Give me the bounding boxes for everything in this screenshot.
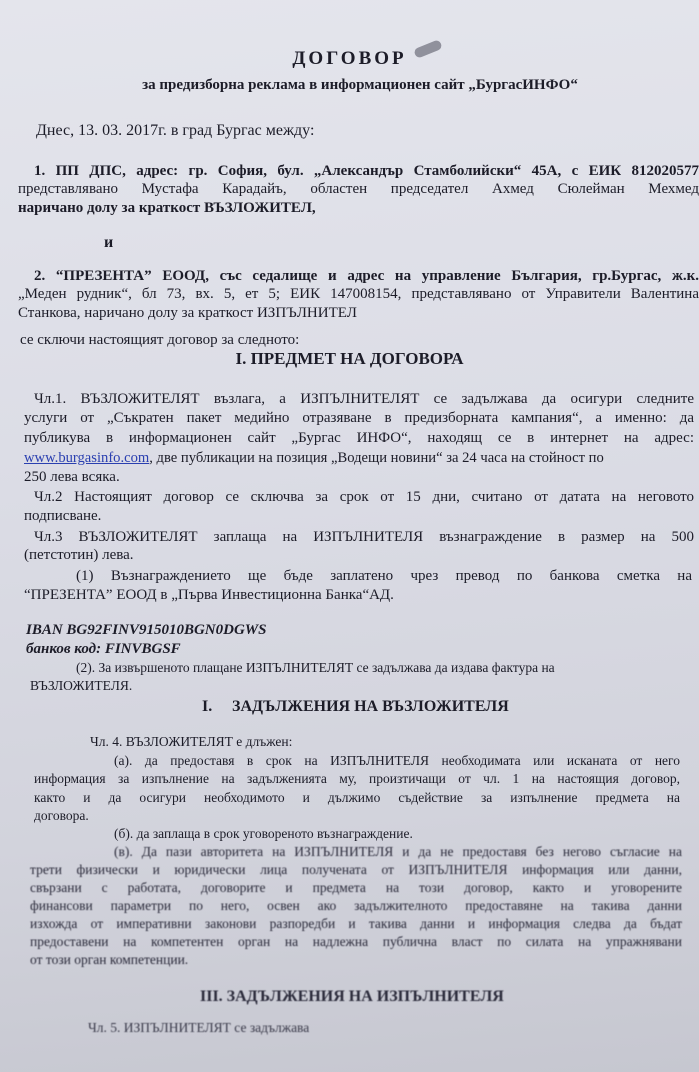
art4a-line2: информация за изпълнение на задълженията му, произтичащи от чл. 1 на настоящия договор,	[34, 771, 680, 786]
section-3-heading: III. ЗАДЪЛЖЕНИЯ НА ИЗПЪЛНИТЕЛЯ	[200, 988, 504, 1005]
party1-text: 1. ПП ДПС, адрес: гр. София, бул. „Александър Стамболийски“ 45А, с ЕИК 812020577	[34, 163, 699, 179]
art3-2-line2: ВЪЗЛОЖИТЕЛЯ.	[30, 678, 133, 693]
party1-line1	[34, 163, 699, 180]
document-subtitle: за предизборна реклама в информационен сайт „БургасИНФО“	[142, 77, 578, 93]
art3-1-line2: “ПРЕЗЕНТА” ЕООД в „Първа Инвестиционна Банка“АД.	[24, 587, 394, 603]
bank-code: банков код: FINVBGSF	[26, 641, 181, 657]
party1-line3: наричано долу за краткост ВЪЗЛОЖИТЕЛ,	[18, 200, 316, 216]
date-line: Днес, 13. 03. 2017г. в град Бургас между:	[36, 122, 315, 139]
iban: IBAN BG92FINV915010BGN0DGWS	[26, 622, 267, 638]
art3-line1: Чл.3 ВЪЗЛОЖИТЕЛЯТ заплаща на ИЗПЪЛНИТЕЛЯ възнаграждение в размер на 500	[34, 529, 694, 545]
art3-2-line1: (2). За извършеното плащане ИЗПЪЛНИТЕЛЯТ се задължава да издава фактура на	[76, 660, 555, 675]
art4b: (б). да заплаща в срок уговореното възнаграждение.	[114, 826, 413, 841]
art4-intro: Чл. 4. ВЪЗЛОЖИТЕЛЯТ е длъжен:	[90, 734, 293, 749]
art1-line3: публикува в информационен сайт „Бургас ИНФО“, находящ се в интернет на адрес:	[24, 430, 694, 446]
section-2-number: I.	[202, 698, 213, 715]
site-link[interactable]: www.burgasinfo.com	[24, 450, 150, 466]
art4c-line5: изхожда от императивни законови разпоредби и такива данни и информация следва да бъдат	[30, 916, 682, 931]
art4c-line4: финансови параметри по него, освен ако задължителното предоставяне на такива данни	[30, 898, 682, 913]
art1-line2: услуги от „Съкратен пакет медийно отразяване в предизборната кампания“, а именно: да	[24, 410, 694, 426]
and-word: и	[104, 234, 114, 251]
art4c-line6: предоставени на компетентен орган на надлежна публична власт по силата на упражнявани	[30, 934, 682, 949]
art1-line5: 250 лева всяка.	[24, 469, 120, 485]
party2-line2: „Меден рудник“, бл 73, вх. 5, ет 5; ЕИК 147008154, представлявано от Управители Валентина	[18, 286, 699, 302]
art2-line2: подписване.	[24, 508, 102, 524]
party2-line1: 2. “ПРЕЗЕНТА” ЕООД, със седалище и адрес на управление България, гр.Бургас, ж.к.	[34, 268, 699, 284]
art4c-line7: от този орган компетенции.	[30, 952, 189, 967]
art1-line4	[24, 450, 604, 467]
art4c-line1: (в). Да пази авторитета на ИЗПЪЛНИТЕЛЯ и да не предоставя без негово съгласие на	[114, 844, 682, 859]
section-1-heading: I. ПРЕДМЕТ НА ДОГОВОРА	[235, 349, 464, 368]
agreement-line: се сключи настоящият договор за следното:	[20, 332, 300, 348]
art4a-line4: договора.	[34, 808, 89, 823]
art4a-line1: (а). да предоставя в срок на ИЗПЪЛНИТЕЛЯ необходимата или исканата от него	[114, 753, 680, 768]
party1-line2: представлявано Мустафа Карадайъ, областен председател Ахмед Сюлейман Мехмед	[18, 181, 699, 197]
art2-line1: Чл.2 Настоящият договор се сключва за срок от 15 дни, считано от датата на неговото	[34, 489, 694, 505]
document-title: ДОГОВОР	[292, 48, 407, 69]
art4a-line3: както и да осигури необходимото и дължимо съдействие за изпълнение предмета на	[34, 790, 680, 805]
party2-line3: Станкова, наричано долу за краткост ИЗПЪЛНИТЕЛ	[18, 305, 357, 321]
art3-line2: (петстотин) лева.	[24, 547, 134, 563]
art4c-line3: свързани с работата, договорите и предмета на този договор, както и уговорените	[30, 880, 682, 895]
art1-line4-text: , две публикации на позиция „Водещи новини“ за 24 часа на стойност по	[149, 450, 604, 466]
art5-intro: Чл. 5. ИЗПЪЛНИТЕЛЯТ се задължава	[88, 1020, 310, 1035]
art3-1-line1: (1) Възнаграждението ще бъде заплатено чрез превод по банкова сметка на	[76, 568, 692, 584]
section-2-heading: ЗАДЪЛЖЕНИЯ НА ВЪЗЛОЖИТЕЛЯ	[232, 698, 509, 715]
art1-line1: Чл.1. ВЪЗЛОЖИТЕЛЯТ възлага, а ИЗПЪЛНИТЕЛЯТ се задължава да осигури следните	[34, 391, 694, 407]
art4c-line2: трети физически и юридически лица получената от ИЗПЪЛНИТЕЛЯ информация или данни,	[30, 862, 682, 877]
